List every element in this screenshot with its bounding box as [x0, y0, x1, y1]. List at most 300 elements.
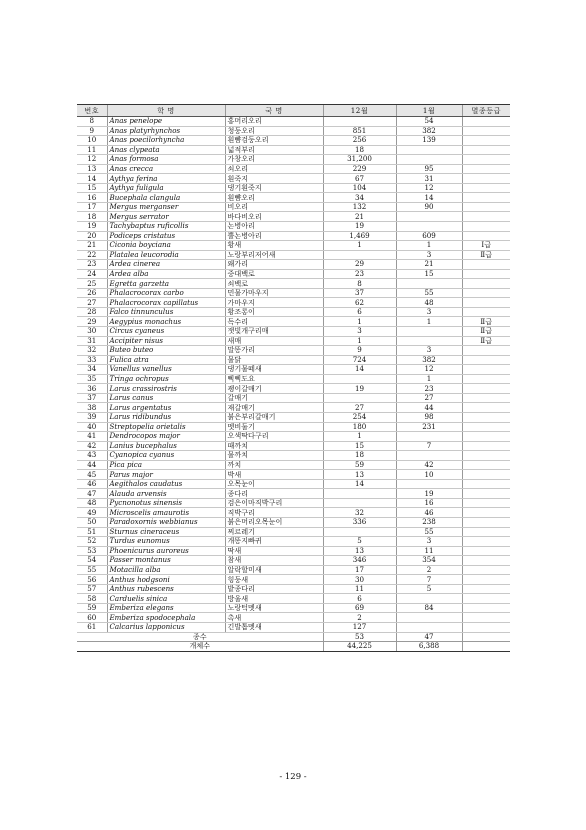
table-row	[77, 594, 510, 604]
cell-korean-name: 댕기흰죽지	[225, 183, 323, 193]
cell-endangered-grade	[462, 117, 510, 127]
cell-december: 13	[323, 470, 396, 480]
cell-korean-name: 알락할미새	[225, 565, 323, 575]
cell-number: 47	[77, 489, 107, 499]
cell-number: 31	[77, 336, 107, 346]
cell-december: 724	[323, 355, 396, 365]
cell-scientific-name: Parus major	[107, 470, 225, 480]
cell-scientific-name: Emberiza spodocephala	[107, 613, 225, 623]
cell-scientific-name: Pycnonotus sinensis	[107, 498, 225, 508]
cell-endangered-grade	[462, 183, 510, 193]
cell-january: 12	[396, 183, 462, 193]
cell-number: 10	[77, 136, 107, 146]
cell-korean-name: 오색딱다구리	[225, 432, 323, 442]
cell-endangered-grade	[462, 279, 510, 289]
table-row	[77, 288, 510, 298]
cell-korean-name: 갈매기	[225, 393, 323, 403]
cell-korean-name: 논병아리	[225, 222, 323, 232]
table-row	[77, 174, 510, 184]
cell-december: 254	[323, 412, 396, 422]
cell-korean-name: 붉은부리갈매기	[225, 412, 323, 422]
cell-scientific-name: Vanellus vanellus	[107, 365, 225, 375]
summary-grade	[462, 632, 510, 642]
cell-january	[396, 479, 462, 489]
cell-december: 127	[323, 622, 396, 632]
cell-january: 15	[396, 269, 462, 279]
cell-endangered-grade	[462, 575, 510, 585]
cell-number: 42	[77, 441, 107, 451]
cell-scientific-name: Cyanopica cyanus	[107, 451, 225, 461]
table-row	[77, 451, 510, 461]
cell-endangered-grade	[462, 527, 510, 537]
cell-endangered-grade	[462, 260, 510, 270]
cell-endangered-grade	[462, 298, 510, 308]
table-row	[77, 365, 510, 375]
cell-number: 55	[77, 565, 107, 575]
header-scientific-name: 학 명	[107, 105, 225, 117]
cell-number: 40	[77, 422, 107, 432]
cell-january: 19	[396, 489, 462, 499]
cell-korean-name: 긴발톱멧새	[225, 622, 323, 632]
cell-endangered-grade	[462, 365, 510, 375]
cell-korean-name: 때까치	[225, 441, 323, 451]
cell-december: 1	[323, 336, 396, 346]
summary-row-individuals	[77, 642, 510, 652]
cell-scientific-name: Pica pica	[107, 460, 225, 470]
cell-december: 1	[323, 317, 396, 327]
cell-january: 16	[396, 498, 462, 508]
table-row	[77, 231, 510, 241]
cell-number: 20	[77, 231, 107, 241]
cell-endangered-grade	[462, 489, 510, 499]
cell-korean-name: 청둥오리	[225, 126, 323, 136]
species-count-table	[77, 104, 510, 652]
cell-korean-name: 황새	[225, 241, 323, 251]
cell-scientific-name: Egretta garzetta	[107, 279, 225, 289]
table-row	[77, 346, 510, 356]
cell-endangered-grade	[462, 384, 510, 394]
table-row	[77, 222, 510, 232]
cell-january: 11	[396, 546, 462, 556]
cell-december: 104	[323, 183, 396, 193]
table-row	[77, 479, 510, 489]
cell-number: 57	[77, 584, 107, 594]
cell-december: 6	[323, 594, 396, 604]
cell-december: 17	[323, 565, 396, 575]
cell-january: 238	[396, 517, 462, 527]
cell-korean-name: 종다리	[225, 489, 323, 499]
table-row	[77, 269, 510, 279]
cell-december: 21	[323, 212, 396, 222]
cell-number: 15	[77, 183, 107, 193]
cell-december	[323, 489, 396, 499]
cell-endangered-grade	[462, 202, 510, 212]
cell-endangered-grade	[462, 537, 510, 547]
table-row	[77, 527, 510, 537]
cell-number: 61	[77, 622, 107, 632]
cell-korean-name: 흰죽지	[225, 174, 323, 184]
table-row	[77, 260, 510, 270]
cell-endangered-grade	[462, 460, 510, 470]
cell-december: 27	[323, 403, 396, 413]
cell-december: 14	[323, 365, 396, 375]
cell-endangered-grade	[462, 451, 510, 461]
cell-january	[396, 432, 462, 442]
table-row	[77, 193, 510, 203]
cell-endangered-grade	[462, 584, 510, 594]
table-row	[77, 183, 510, 193]
cell-number: 8	[77, 117, 107, 127]
cell-scientific-name: Buteo buteo	[107, 346, 225, 356]
cell-december: 15	[323, 441, 396, 451]
cell-january: 23	[396, 384, 462, 394]
table-body	[77, 117, 510, 633]
cell-january: 42	[396, 460, 462, 470]
cell-scientific-name: Anas crecca	[107, 164, 225, 174]
cell-number: 43	[77, 451, 107, 461]
cell-december: 18	[323, 145, 396, 155]
summary-grade	[462, 642, 510, 652]
cell-scientific-name: Bucephala clangula	[107, 193, 225, 203]
cell-endangered-grade	[462, 307, 510, 317]
cell-number: 11	[77, 145, 107, 155]
cell-january: 231	[396, 422, 462, 432]
table-row	[77, 136, 510, 146]
table-row	[77, 584, 510, 594]
cell-scientific-name: Falco tinnunculus	[107, 307, 225, 317]
table-row	[77, 537, 510, 547]
cell-scientific-name: Paradoxornis webbianus	[107, 517, 225, 527]
cell-korean-name: 딱새	[225, 546, 323, 556]
cell-endangered-grade	[462, 517, 510, 527]
header-korean-name: 국 명	[225, 105, 323, 117]
cell-scientific-name: Larus crassirostris	[107, 384, 225, 394]
cell-number: 14	[77, 174, 107, 184]
summary-january: 6,388	[396, 642, 462, 652]
table-row	[77, 565, 510, 575]
cell-december: 37	[323, 288, 396, 298]
cell-scientific-name: Larus canus	[107, 393, 225, 403]
cell-december: 1	[323, 432, 396, 442]
cell-endangered-grade	[462, 412, 510, 422]
cell-endangered-grade: Ⅱ급	[462, 317, 510, 327]
cell-number: 24	[77, 269, 107, 279]
cell-korean-name: 독수리	[225, 317, 323, 327]
cell-korean-name: 밭종다리	[225, 584, 323, 594]
cell-endangered-grade	[462, 403, 510, 413]
cell-endangered-grade	[462, 126, 510, 136]
table-row	[77, 279, 510, 289]
cell-endangered-grade	[462, 164, 510, 174]
cell-january: 7	[396, 441, 462, 451]
cell-december: 67	[323, 174, 396, 184]
cell-endangered-grade	[462, 374, 510, 384]
cell-endangered-grade	[462, 613, 510, 623]
table-row	[77, 613, 510, 623]
cell-scientific-name: Aegypius monachus	[107, 317, 225, 327]
cell-scientific-name: Ardea cinerea	[107, 260, 225, 270]
cell-scientific-name: Platalea leucorodia	[107, 250, 225, 260]
summary-january: 47	[396, 632, 462, 642]
table-row	[77, 498, 510, 508]
cell-scientific-name: Passer montanus	[107, 556, 225, 566]
cell-scientific-name: Aythya fuligula	[107, 183, 225, 193]
page-number: - 129 -	[279, 772, 307, 782]
cell-number: 30	[77, 327, 107, 337]
cell-january	[396, 622, 462, 632]
cell-january	[396, 336, 462, 346]
cell-january	[396, 327, 462, 337]
cell-january: 55	[396, 527, 462, 537]
cell-endangered-grade	[462, 441, 510, 451]
cell-number: 28	[77, 307, 107, 317]
cell-endangered-grade	[462, 565, 510, 575]
cell-scientific-name: Anas poecilorhyncha	[107, 136, 225, 146]
header-january: 1월	[396, 105, 462, 117]
cell-korean-name: 바다비오리	[225, 212, 323, 222]
cell-scientific-name: Larus ridibundus	[107, 412, 225, 422]
cell-korean-name: 오목눈이	[225, 479, 323, 489]
cell-scientific-name: Anas clypeata	[107, 145, 225, 155]
table-row	[77, 460, 510, 470]
cell-korean-name: 재갈매기	[225, 403, 323, 413]
cell-january: 90	[396, 202, 462, 212]
table-row	[77, 155, 510, 165]
cell-january: 98	[396, 412, 462, 422]
table-row	[77, 603, 510, 613]
cell-number: 45	[77, 470, 107, 480]
cell-korean-name: 흰뺨오리	[225, 193, 323, 203]
cell-endangered-grade	[462, 355, 510, 365]
cell-january: 382	[396, 355, 462, 365]
table-row	[77, 298, 510, 308]
cell-december: 62	[323, 298, 396, 308]
cell-scientific-name: Turdus eunomus	[107, 537, 225, 547]
table-row	[77, 470, 510, 480]
cell-scientific-name: Alauda arvensis	[107, 489, 225, 499]
cell-number: 38	[77, 403, 107, 413]
cell-korean-name: 흰뺨검둥오리	[225, 136, 323, 146]
cell-january: 3	[396, 537, 462, 547]
cell-december: 851	[323, 126, 396, 136]
table-row	[77, 202, 510, 212]
cell-scientific-name: Accipiter nisus	[107, 336, 225, 346]
cell-scientific-name: Anthus rubescens	[107, 584, 225, 594]
summary-december: 53	[323, 632, 396, 642]
cell-december: 180	[323, 422, 396, 432]
cell-scientific-name: Aythya ferina	[107, 174, 225, 184]
cell-scientific-name: Carduelis sinica	[107, 594, 225, 604]
summary-label: 개체수	[77, 642, 323, 652]
cell-korean-name: 쇠오리	[225, 164, 323, 174]
cell-december: 29	[323, 260, 396, 270]
cell-korean-name: 촉새	[225, 613, 323, 623]
cell-december: 32	[323, 508, 396, 518]
table-row	[77, 546, 510, 556]
cell-korean-name: 가마우지	[225, 298, 323, 308]
cell-number: 49	[77, 508, 107, 518]
cell-korean-name: 잿빛개구리매	[225, 327, 323, 337]
cell-number: 27	[77, 298, 107, 308]
cell-december: 30	[323, 575, 396, 585]
cell-scientific-name: Microscelis amaurotis	[107, 508, 225, 518]
cell-korean-name: 삑삑도요	[225, 374, 323, 384]
cell-korean-name: 가창오리	[225, 155, 323, 165]
cell-endangered-grade	[462, 422, 510, 432]
cell-endangered-grade	[462, 508, 510, 518]
cell-january: 46	[396, 508, 462, 518]
table-row	[77, 374, 510, 384]
table-row	[77, 250, 510, 260]
cell-january: 2	[396, 565, 462, 575]
cell-endangered-grade	[462, 603, 510, 613]
cell-january	[396, 222, 462, 232]
cell-endangered-grade	[462, 269, 510, 279]
cell-korean-name: 직박구리	[225, 508, 323, 518]
cell-december: 69	[323, 603, 396, 613]
cell-endangered-grade	[462, 498, 510, 508]
cell-scientific-name: Streptopelia orietalis	[107, 422, 225, 432]
cell-korean-name: 노랑턱멧새	[225, 603, 323, 613]
cell-december	[323, 498, 396, 508]
cell-number: 60	[77, 613, 107, 623]
cell-january: 3	[396, 307, 462, 317]
table-row	[77, 412, 510, 422]
cell-scientific-name: Sturnus cineraceus	[107, 527, 225, 537]
cell-january	[396, 451, 462, 461]
summary-december: 44,225	[323, 642, 396, 652]
cell-december	[323, 393, 396, 403]
cell-number: 29	[77, 317, 107, 327]
cell-korean-name: 찌르레기	[225, 527, 323, 537]
table-row	[77, 145, 510, 155]
cell-december: 9	[323, 346, 396, 356]
cell-endangered-grade	[462, 212, 510, 222]
cell-december: 2	[323, 613, 396, 623]
cell-january: 1	[396, 241, 462, 251]
cell-number: 41	[77, 432, 107, 442]
cell-scientific-name: Anthus hodgsoni	[107, 575, 225, 585]
cell-scientific-name: Circus cyaneus	[107, 327, 225, 337]
cell-december: 14	[323, 479, 396, 489]
cell-december: 6	[323, 307, 396, 317]
cell-number: 16	[77, 193, 107, 203]
cell-endangered-grade	[462, 556, 510, 566]
cell-number: 44	[77, 460, 107, 470]
cell-december: 3	[323, 327, 396, 337]
cell-january: 55	[396, 288, 462, 298]
table-row	[77, 164, 510, 174]
cell-korean-name: 댕기물떼새	[225, 365, 323, 375]
table-header-row	[77, 105, 510, 117]
cell-number: 52	[77, 537, 107, 547]
cell-january	[396, 613, 462, 623]
cell-december: 8	[323, 279, 396, 289]
cell-january	[396, 594, 462, 604]
cell-scientific-name: Dendrocopos major	[107, 432, 225, 442]
header-december: 12월	[323, 105, 396, 117]
cell-january: 27	[396, 393, 462, 403]
cell-korean-name: 말똥가리	[225, 346, 323, 356]
cell-scientific-name: Ardea alba	[107, 269, 225, 279]
cell-january: 609	[396, 231, 462, 241]
cell-endangered-grade	[462, 594, 510, 604]
cell-korean-name: 까치	[225, 460, 323, 470]
cell-december: 336	[323, 517, 396, 527]
cell-number: 51	[77, 527, 107, 537]
cell-number: 9	[77, 126, 107, 136]
table-row	[77, 489, 510, 499]
table-row	[77, 508, 510, 518]
cell-december	[323, 117, 396, 127]
cell-number: 46	[77, 479, 107, 489]
table-row	[77, 336, 510, 346]
cell-number: 22	[77, 250, 107, 260]
cell-number: 37	[77, 393, 107, 403]
cell-december: 13	[323, 546, 396, 556]
table-row	[77, 622, 510, 632]
cell-number: 53	[77, 546, 107, 556]
cell-korean-name: 물닭	[225, 355, 323, 365]
cell-scientific-name: Anas penelope	[107, 117, 225, 127]
cell-korean-name: 참새	[225, 556, 323, 566]
cell-korean-name: 민물가마우지	[225, 288, 323, 298]
cell-december	[323, 374, 396, 384]
table-row	[77, 403, 510, 413]
cell-number: 19	[77, 222, 107, 232]
cell-endangered-grade	[462, 346, 510, 356]
cell-number: 56	[77, 575, 107, 585]
cell-korean-name: 검은이마직박구리	[225, 498, 323, 508]
cell-december: 346	[323, 556, 396, 566]
cell-endangered-grade	[462, 288, 510, 298]
cell-korean-name: 물까치	[225, 451, 323, 461]
cell-scientific-name: Emberiza elegans	[107, 603, 225, 613]
cell-number: 50	[77, 517, 107, 527]
table-row	[77, 241, 510, 251]
table-row	[77, 517, 510, 527]
cell-january: 48	[396, 298, 462, 308]
cell-scientific-name: Tachybaptus ruficollis	[107, 222, 225, 232]
cell-number: 17	[77, 202, 107, 212]
cell-endangered-grade	[462, 479, 510, 489]
table-row	[77, 317, 510, 327]
cell-korean-name: 왜가리	[225, 260, 323, 270]
cell-endangered-grade	[462, 222, 510, 232]
cell-korean-name: 멧비둘기	[225, 422, 323, 432]
header-endangered-grade: 멸종등급	[462, 105, 510, 117]
cell-january: 10	[396, 470, 462, 480]
cell-january: 54	[396, 117, 462, 127]
cell-december: 256	[323, 136, 396, 146]
cell-endangered-grade: Ⅱ급	[462, 250, 510, 260]
cell-scientific-name: Motacilla alba	[107, 565, 225, 575]
cell-number: 35	[77, 374, 107, 384]
cell-endangered-grade	[462, 470, 510, 480]
cell-january: 31	[396, 174, 462, 184]
cell-endangered-grade	[462, 622, 510, 632]
table-row	[77, 126, 510, 136]
cell-scientific-name: Anas formosa	[107, 155, 225, 165]
summary-label: 종수	[77, 632, 323, 642]
cell-january: 14	[396, 193, 462, 203]
cell-january: 3	[396, 250, 462, 260]
cell-january: 3	[396, 346, 462, 356]
cell-december: 1	[323, 241, 396, 251]
cell-december: 132	[323, 202, 396, 212]
cell-december: 34	[323, 193, 396, 203]
cell-endangered-grade	[462, 231, 510, 241]
